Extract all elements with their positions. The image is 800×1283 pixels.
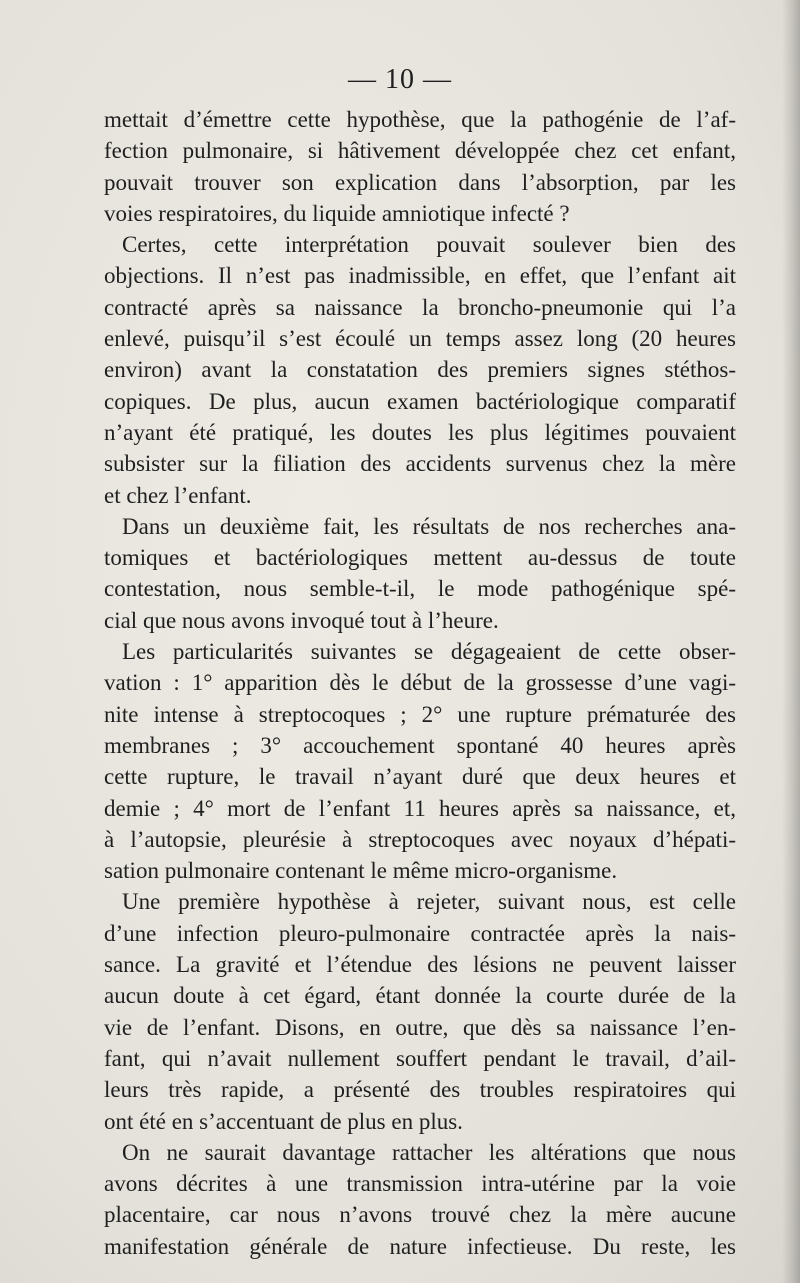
text-line: aucun doute à cet égard, étant donnée la courte durée de la: [104, 983, 736, 1009]
paragraph: [104, 104, 736, 229]
text-line: subsister sur la filiation des accidents survenus chez la mère: [104, 451, 736, 477]
text-line: environ) avant la constatation des premiers signes stéthos-: [104, 357, 736, 383]
text-line: Certes, cette interprétation pouvait soulever bien des: [122, 232, 736, 258]
text-line: membranes ; 3° accouchement spontané 40 heures après: [104, 732, 736, 758]
text-line: à l’autopsie, pleurésie à streptocoques avec noyaux d’hépati-: [104, 826, 736, 852]
text-line: cial que nous avons invoqué tout à l’heure.: [104, 607, 499, 633]
text-line: demie ; 4° mort de l’enfant 11 heures après sa naissance, et,: [104, 795, 736, 821]
text-line: Une première hypothèse à rejeter, suivant nous, est celle: [122, 889, 736, 915]
text-line: mettait d’émettre cette hypothèse, que la pathogénie de l’af-: [104, 107, 736, 132]
text-line: tomiques et bactériologiques mettent au-dessus de toute: [104, 545, 736, 571]
text-line: avons décrites à une transmission intra-utérine par la voie: [104, 1171, 736, 1197]
text-line: copiques. De plus, aucun examen bactériologique comparatif: [104, 388, 736, 414]
text-line: enlevé, puisqu’il s’est écoulé un temps assez long (20 heures: [104, 326, 736, 352]
paragraph: [104, 229, 736, 511]
text-line: nite intense à streptocoques ; 2° une rupture prématurée des: [104, 701, 736, 727]
text-line: Les particularités suivantes se dégageaient de cette obser-: [122, 639, 736, 665]
text-line: et chez l’enfant.: [104, 482, 252, 508]
paragraph: [104, 636, 736, 886]
paragraph: [104, 511, 736, 636]
text-line: contracté après sa naissance la broncho-pneumonie qui l’a: [104, 294, 736, 320]
text-line: n’ayant été pratiqué, les doutes les plus légitimes pouvaient: [104, 419, 736, 445]
text-line: cette rupture, le travail n’ayant duré que deux heures et: [104, 764, 736, 790]
text-line: leurs très rapide, a présenté des troubles respiratoires qui: [104, 1077, 736, 1103]
paragraph: [104, 1137, 736, 1262]
text-line: objections. Il n’est pas inadmissible, en effet, que l’enfant ait: [104, 263, 736, 289]
text-line: fant, qui n’avait nullement souffert pendant le travail, d’ail-: [104, 1045, 736, 1071]
text-line: sation pulmonaire contenant le même micro-organisme.: [104, 858, 618, 884]
text-line: fection pulmonaire, si hâtivement développée chez cet enfant,: [104, 138, 736, 164]
paragraph: [104, 886, 736, 1136]
text-line: ont été en s’accentuant de plus en plus.: [104, 1108, 463, 1134]
text-line: On ne saurait davantage rattacher les altérations que nous: [122, 1139, 736, 1165]
text-line: Dans un deuxième fait, les résultats de nos recherches ana-: [122, 513, 736, 539]
text-line: contestation, nous semble-t-il, le mode pathogénique spé-: [104, 576, 736, 602]
page-number: — 10 —: [348, 64, 452, 95]
text-line: sance. La gravité et l’étendue des lésions ne peuvent laisser: [104, 952, 736, 978]
text-line: d’une infection pleuro-pulmonaire contractée après la nais-: [104, 920, 736, 946]
text-line: manifestation générale de nature infectieuse. Du reste, les: [104, 1233, 736, 1259]
text-line: vation : 1° apparition dès le début de la grossesse d’une vagi-: [104, 670, 736, 696]
text-line: placentaire, car nous n’avons trouvé chez la mère aucune: [104, 1202, 736, 1228]
text-line: voies respiratoires, du liquide amniotique infecté ?: [104, 200, 570, 226]
body-text: [104, 104, 736, 1262]
text-line: vie de l’enfant. Disons, en outre, que dès sa naissance l’en-: [104, 1014, 736, 1040]
text-line: pouvait trouver son explication dans l’absorption, par les: [104, 169, 736, 195]
page-edge-shadow: [782, 0, 800, 1283]
